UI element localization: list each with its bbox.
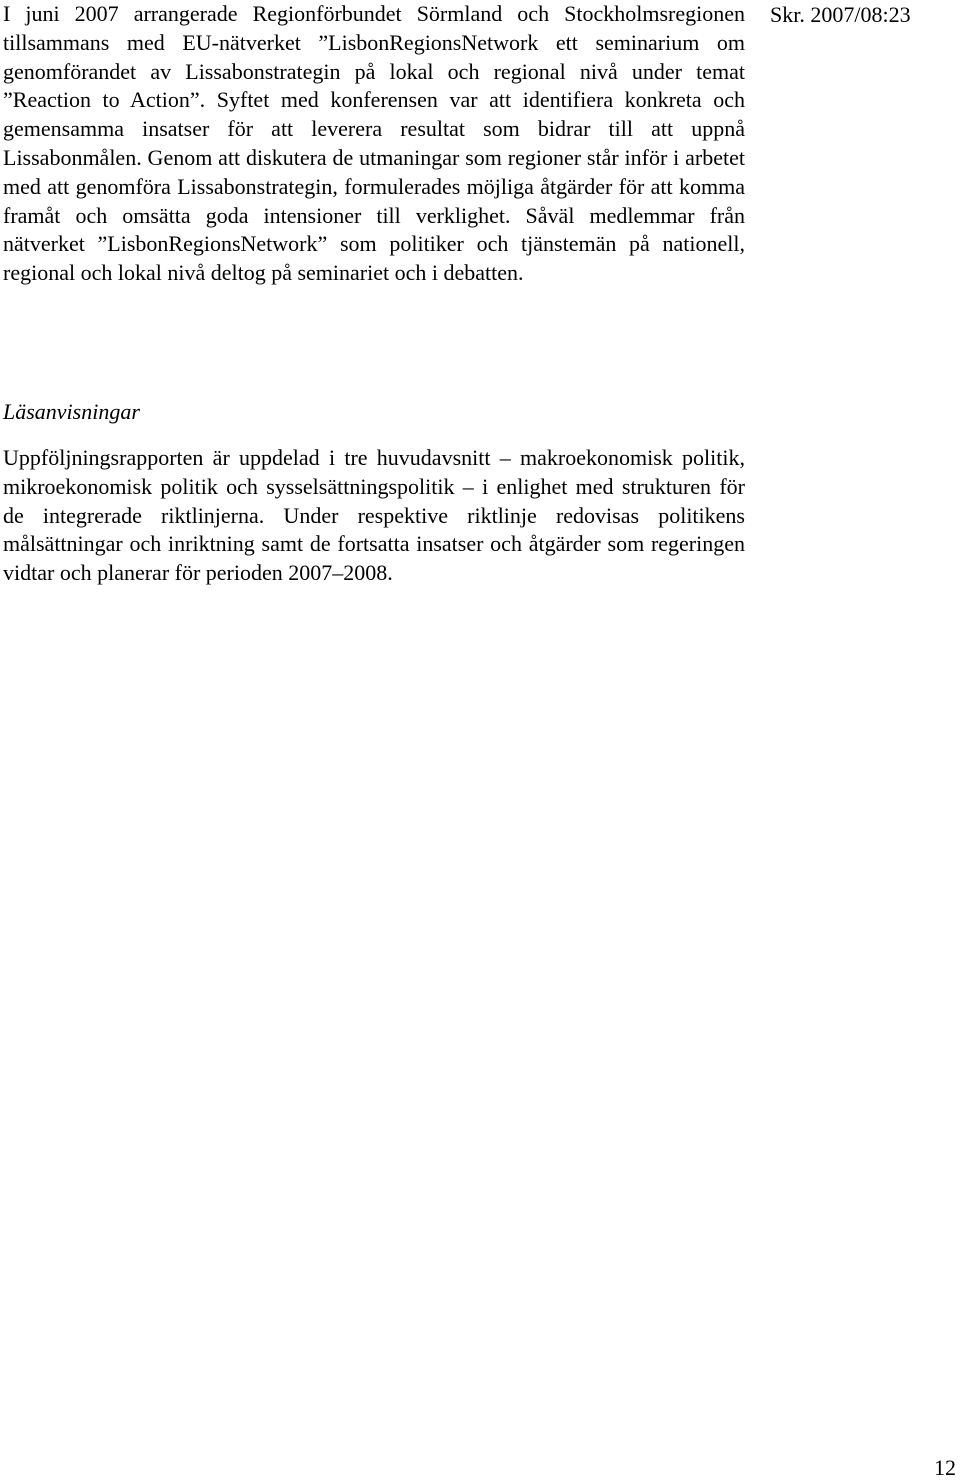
page-number: 12 (934, 1455, 956, 1480)
intro-paragraph: I juni 2007 arrangerade Regionförbundet Sörmland och Stockholmsregionen tillsammans med EU-nätverket ”LisbonRegionsNetwork ett seminarium om genomförandet av Lissabonstrategin på lokal och regional nivå under temat ”Reaction to Action”. Syftet med konferensen var att identifiera konkreta och gemensamma insatser för att leverera resultat som bidrar till att uppnå Lissabonmålen. Genom att diskutera de utmaningar som regioner står inför i arbetet med att genomföra Lissabonstrategin, formulerades möjliga åtgärder för att komma framåt och omsätta goda intensioner till verklighet. Såväl medlemmar från nätverket ”LisbonRegionsNetwork” som politiker och tjänstemän på nationell, regional och lokal nivå deltog på seminariet och i debatten. (3, 1, 745, 286)
document-reference: Skr. 2007/08:23 (770, 2, 911, 27)
section-heading: Läsanvisningar (3, 399, 140, 424)
reading-guide-paragraph: Uppföljningsrapporten är uppdelad i tre huvudavsnitt – makroekonomisk politik, mikroekonomisk politik och sysselsättningspolitik – i enlighet med strukturen för de integrerade riktlinjerna. Under respektive riktlinje redovisas politikens målsättningar och inriktning samt de fortsatta insatser och åtgärder som regeringen vidtar och planerar för perioden 2007–2008. (3, 445, 745, 586)
